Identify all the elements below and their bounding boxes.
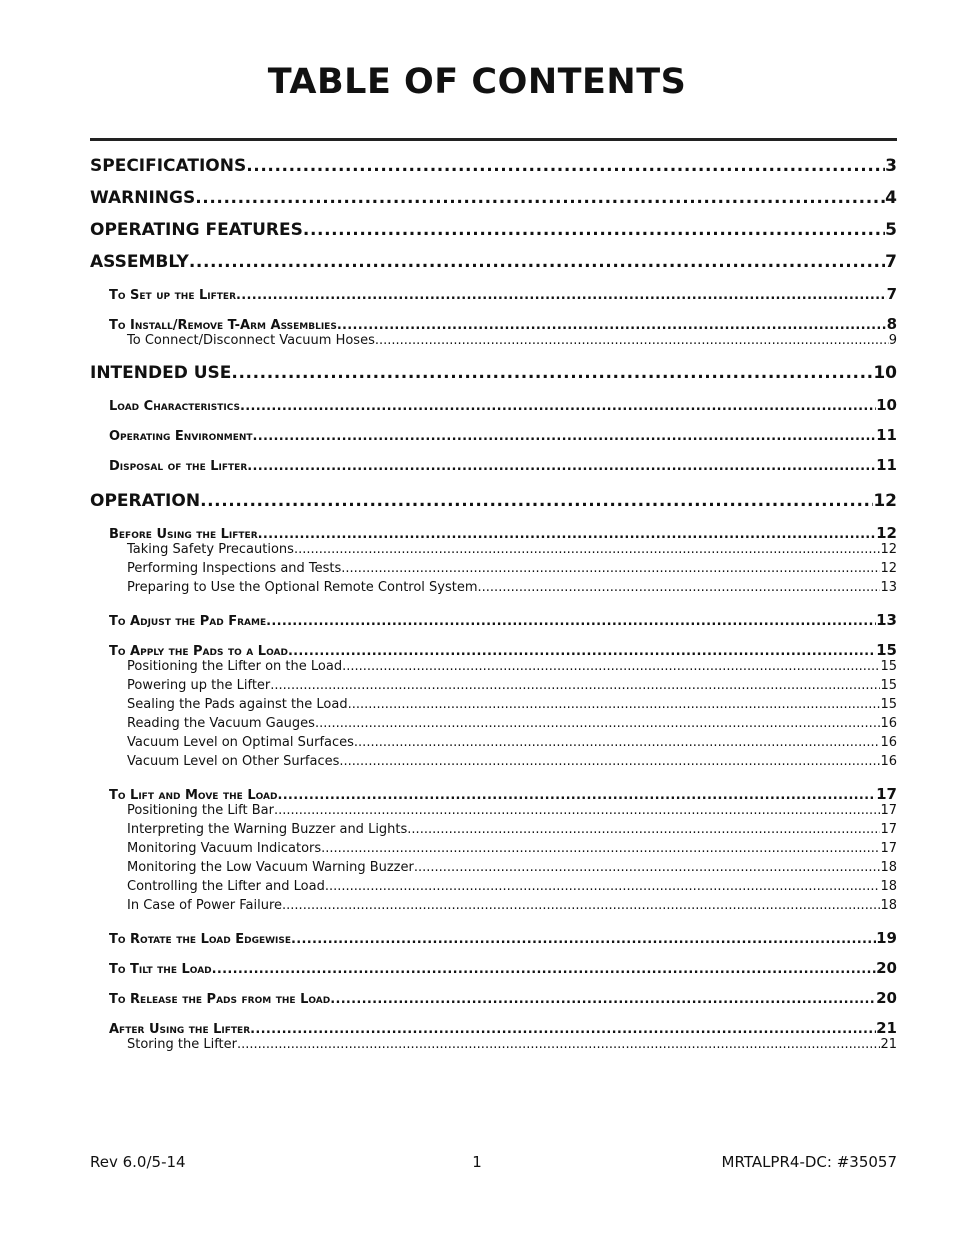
title-divider [90,138,897,141]
toc-entry-title: To Lift and Move the Load [109,788,278,803]
toc-entry-title: To Apply the Pads to a Load [109,644,288,659]
toc-entry-title: After Using the Lifter [109,1022,251,1037]
toc-entry-page: 19 [876,929,897,947]
toc-leader-dots [231,359,873,387]
toc-entry-title: SPECIFICATIONS [90,156,247,176]
toc-entry[interactable] [90,391,897,421]
toc-entry-page: 16 [880,716,897,731]
toc-entry-title: Preparing to Use the Optional Remote Control System [127,580,478,595]
toc-entry-page: 20 [876,959,897,977]
toc-entry-page: 12 [876,524,897,542]
toc-entry[interactable] [90,677,897,696]
toc-leader-dots [325,878,881,896]
toc-entry[interactable] [90,421,897,451]
toc-entry[interactable] [90,487,897,519]
toc-entry-title: Powering up the Lifter [127,678,271,693]
toc-entry[interactable] [90,541,897,560]
toc-leader-dots [189,248,885,276]
toc-leader-dots [330,986,876,1014]
toc-entry-page: 10 [876,396,897,414]
toc-entry[interactable] [90,984,897,1014]
toc-entry-title: To Install/Remove T-Arm Assemblies [109,318,337,333]
toc-entry-page: 3 [885,156,897,176]
toc-entry-title: Before Using the Lifter [109,527,258,542]
toc-entry-page: 16 [880,754,897,769]
toc-entry-title: To Rotate the Load Edgewise [109,932,292,947]
toc-leader-dots [321,840,880,858]
toc-entry-title: To Set up the Lifter [109,288,236,303]
page-title: TABLE OF CONTENTS [267,62,687,102]
toc-leader-dots [266,608,876,636]
toc-entry[interactable] [90,859,897,878]
toc-entry[interactable] [90,802,897,821]
toc-entry-page: 8 [886,315,897,333]
toc-entry-title: Monitoring the Low Vacuum Warning Buzzer [127,860,414,875]
toc-entry-page: 15 [880,678,897,693]
toc-entry-page: 7 [885,252,897,272]
toc-entry[interactable] [90,878,897,897]
toc-entry[interactable] [90,451,897,481]
toc-entry[interactable] [90,579,897,598]
toc-entry-title: Vacuum Level on Optimal Surfaces [127,735,354,750]
toc-entry-page: 20 [876,989,897,1007]
toc-leader-dots [270,677,880,695]
toc-leader-dots [247,453,876,481]
toc-entry[interactable] [90,734,897,753]
toc-entry-page: 18 [880,879,897,894]
toc-entry[interactable] [90,954,897,984]
toc-leader-dots [303,216,885,244]
toc-entry-title: In Case of Power Failure [127,898,283,913]
toc-entry-title: WARNINGS [90,188,196,208]
toc-leader-dots [291,926,876,954]
footer-document-id: MRTALPR4-DC: #35057 [721,1153,897,1171]
toc-entry-page: 17 [876,785,897,803]
toc-entry[interactable] [90,560,897,579]
toc-leader-dots [200,487,873,515]
toc-entry-page: 21 [880,1037,897,1052]
toc-entry-page: 15 [880,659,897,674]
toc-entry-title: To Tilt the Load [109,962,212,977]
toc-entry-title: INTENDED USE [90,363,232,383]
toc-entry-page: 12 [873,491,897,511]
toc-entry-page: 4 [885,188,897,208]
toc-leader-dots [348,696,881,714]
toc-entry-page: 13 [880,580,897,595]
toc-entry[interactable] [90,696,897,715]
toc-entry[interactable] [90,715,897,734]
toc-leader-dots [237,1036,880,1054]
toc-leader-dots [354,734,881,752]
toc-entry-page: 15 [880,697,897,712]
toc-entry[interactable] [90,658,897,677]
toc-entry-page: 15 [876,641,897,659]
toc-entry-title: Taking Safety Precautions [127,542,294,557]
toc-leader-dots [294,541,881,559]
toc-leader-dots [375,332,889,350]
toc-entry-page: 11 [876,456,897,474]
toc-entry-page: 10 [873,363,897,383]
toc-entry[interactable] [90,1036,897,1055]
toc-entry[interactable] [90,216,897,248]
toc-entry-page: 11 [876,426,897,444]
table-of-contents [90,152,897,1063]
toc-leader-dots [195,184,885,212]
toc-entry-title: Positioning the Lifter on the Load [127,659,343,674]
toc-entry[interactable] [90,821,897,840]
toc-entry[interactable] [90,924,897,954]
toc-leader-dots [414,859,881,877]
toc-leader-dots [246,152,885,180]
toc-entry-title: Storing the Lifter [127,1037,237,1052]
toc-entry-page: 9 [888,333,897,348]
toc-leader-dots [240,393,876,421]
toc-entry-page: 13 [876,611,897,629]
toc-entry-page: 18 [880,898,897,913]
toc-entry-title: To Connect/Disconnect Vacuum Hoses [127,333,375,348]
toc-leader-dots [315,715,881,733]
toc-entry[interactable] [90,753,897,772]
toc-entry-page: 17 [880,822,897,837]
toc-leader-dots [212,956,876,984]
toc-entry-title: Operating Environment [109,429,253,444]
footer-page-number: 1 [472,1153,482,1171]
toc-entry-page: 12 [880,561,897,576]
toc-entry-page: 21 [876,1019,897,1037]
footer-revision: Rev 6.0/5-14 [90,1153,186,1171]
toc-leader-dots [341,560,880,578]
toc-leader-dots [407,821,880,839]
toc-entry[interactable] [90,184,897,216]
toc-entry-page: 12 [880,542,897,557]
toc-leader-dots [274,802,880,820]
toc-entry-title: OPERATING FEATURES [90,220,303,240]
toc-leader-dots [236,282,887,310]
toc-entry-page: 16 [880,735,897,750]
toc-entry-title: OPERATION [90,491,201,511]
toc-leader-dots [282,897,880,915]
toc-entry-title: Monitoring Vacuum Indicators [127,841,322,856]
toc-leader-dots [342,658,880,676]
toc-entry-title: To Adjust the Pad Frame [109,614,267,629]
toc-entry-title: Interpreting the Warning Buzzer and Lights [127,822,408,837]
toc-entry-title: Disposal of the Lifter [109,459,248,474]
toc-entry-title: Positioning the Lift Bar [127,803,274,818]
toc-entry[interactable] [90,359,897,391]
toc-entry-title: Load Characteristics [109,399,240,414]
toc-entry-title: Reading the Vacuum Gauges [127,716,315,731]
toc-leader-dots [339,753,880,771]
toc-entry[interactable] [90,332,897,351]
toc-entry-title: Controlling the Lifter and Load [127,879,325,894]
toc-entry-title: Sealing the Pads against the Load [127,697,348,712]
toc-entry[interactable] [90,248,897,280]
toc-entry-page: 7 [886,285,897,303]
toc-entry-title: Performing Inspections and Tests [127,561,342,576]
toc-entry-page: 17 [880,841,897,856]
toc-entry-page: 5 [885,220,897,240]
toc-entry-title: Vacuum Level on Other Surfaces [127,754,340,769]
toc-entry[interactable] [90,606,897,636]
toc-leader-dots [478,579,881,597]
toc-entry[interactable] [90,840,897,859]
toc-entry-title: ASSEMBLY [90,252,189,272]
toc-entry[interactable] [90,152,897,184]
toc-entry-title: To Release the Pads from the Load [109,992,331,1007]
toc-entry[interactable] [90,897,897,916]
toc-entry[interactable] [90,280,897,310]
toc-leader-dots [253,423,877,451]
toc-entry-page: 17 [880,803,897,818]
toc-entry-page: 18 [880,860,897,875]
